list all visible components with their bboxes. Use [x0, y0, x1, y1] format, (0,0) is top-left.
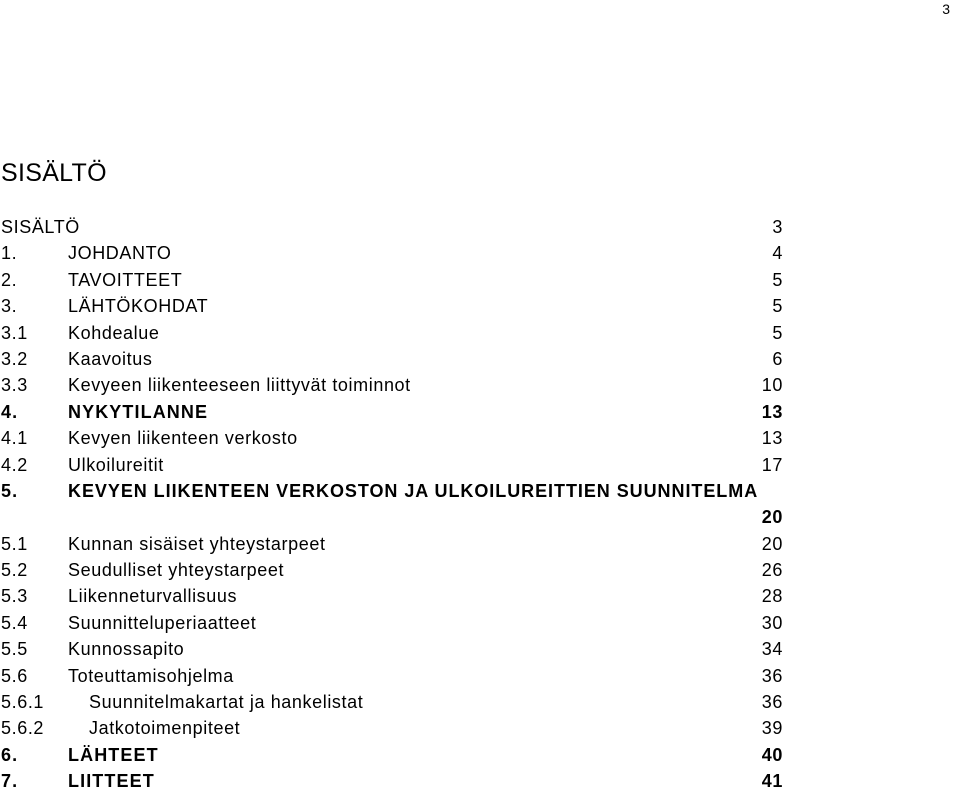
- toc-entry-title: JOHDANTO: [68, 243, 172, 264]
- toc-entry-page: 5: [772, 322, 783, 343]
- toc-entry[interactable]: [1, 452, 801, 478]
- toc-entry-title: LIITTEET: [68, 771, 155, 792]
- toc-entry-number: 4.2: [1, 454, 28, 475]
- toc-entry-page: 13: [761, 428, 783, 449]
- toc-entry-title: Kevyeen liikenteeseen liittyvät toiminnot: [68, 375, 411, 396]
- toc-entry[interactable]: [1, 346, 801, 372]
- toc-entry-title: LÄHTEET: [68, 744, 159, 765]
- toc-entry-number: 5.2: [1, 560, 28, 581]
- toc-entry-number: 5.3: [1, 586, 28, 607]
- toc-entry-title: KEVYEN LIIKENTEEN VERKOSTON JA ULKOILUREITTIEN SUUNNITELMA: [68, 480, 759, 501]
- toc-entry[interactable]: [1, 478, 801, 504]
- toc-entry-title: Ulkoilureitit: [68, 454, 164, 475]
- toc-entry-number: 5.6.2: [1, 718, 45, 739]
- toc-entry-page: 36: [761, 692, 783, 713]
- toc-entry-title: Jatkotoimenpiteet: [89, 718, 241, 739]
- toc-entry-page: 28: [761, 586, 783, 607]
- page-number: 3: [942, 1, 950, 17]
- toc-entry-title: NYKYTILANNE: [68, 401, 209, 422]
- toc-entry-page: 30: [761, 612, 783, 633]
- toc-entry-number: 5.1: [1, 533, 28, 554]
- toc-entry[interactable]: [1, 267, 801, 293]
- toc-entry-page: 13: [761, 401, 783, 422]
- toc-entry[interactable]: [1, 399, 801, 425]
- toc-entry-page: 6: [772, 348, 783, 369]
- toc-entry-title: Suunnitelmakartat ja hankelistat: [89, 692, 364, 713]
- toc-entry-number: 5.4: [1, 612, 28, 633]
- toc-entry[interactable]: [1, 610, 801, 636]
- toc-entry-number: 6.: [1, 744, 19, 765]
- toc-entry[interactable]: [1, 742, 801, 768]
- toc-entry-title: Liikenneturvallisuus: [68, 586, 238, 607]
- toc-entry[interactable]: [1, 240, 801, 266]
- toc-entry-page: 4: [772, 243, 783, 264]
- toc-entry-page: 10: [761, 375, 783, 396]
- toc-entry-page: 5: [772, 296, 783, 317]
- toc-entry[interactable]: [1, 715, 801, 741]
- toc-entry[interactable]: [1, 768, 801, 794]
- toc-entry-page: 5: [772, 269, 783, 290]
- toc-entry-page: 36: [761, 665, 783, 686]
- toc-entry-number: 3.3: [1, 375, 28, 396]
- toc-entry-number: SISÄLTÖ: [1, 217, 80, 237]
- toc-entry[interactable]: [1, 425, 801, 451]
- toc-entry[interactable]: [1, 583, 801, 609]
- toc-entry-page: 34: [761, 639, 783, 660]
- toc-entry-page: 41: [761, 771, 783, 792]
- toc-entry-number: 4.1: [1, 428, 28, 449]
- toc-entry-page: 40: [761, 744, 783, 765]
- toc-entry-title: Kevyen liikenteen verkosto: [68, 428, 298, 449]
- toc-entry-title: LÄHTÖKOHDAT: [68, 296, 209, 317]
- toc-entry[interactable]: [1, 320, 801, 346]
- toc-entry-page: 39: [761, 718, 783, 739]
- toc-entry[interactable]: [1, 214, 801, 240]
- toc-entry-page: 17: [761, 454, 783, 475]
- table-of-contents: [1, 214, 801, 795]
- toc-entry-page: 20: [761, 533, 783, 554]
- toc-entry-number: 4.: [1, 401, 19, 422]
- toc-entry-title: Kaavoitus: [68, 348, 153, 369]
- toc-entry-number: 7.: [1, 771, 19, 792]
- toc-entry-page: 3: [772, 217, 783, 237]
- toc-entry-number: 5.: [1, 480, 19, 501]
- toc-entry-number: 1.: [1, 243, 18, 264]
- toc-entry[interactable]: [1, 531, 801, 557]
- toc-entry[interactable]: [1, 689, 801, 715]
- toc-entry-title: Kunnan sisäiset yhteystarpeet: [68, 533, 326, 554]
- toc-entry-continuation: [1, 504, 801, 530]
- toc-entry[interactable]: [1, 293, 801, 319]
- page-title: SISÄLTÖ: [1, 159, 107, 187]
- toc-entry-number: 2.: [1, 269, 18, 290]
- toc-entry-page: 26: [761, 560, 783, 581]
- toc-entry[interactable]: [1, 372, 801, 398]
- toc-entry-number: 5.5: [1, 639, 28, 660]
- toc-entry-title: Suunnitteluperiaatteet: [68, 612, 257, 633]
- toc-entry-page: 20: [761, 507, 783, 528]
- toc-entry-number: 5.6: [1, 665, 28, 686]
- toc-entry-number: 3.1: [1, 322, 28, 343]
- toc-entry[interactable]: [1, 663, 801, 689]
- toc-entry-title: TAVOITTEET: [68, 269, 183, 290]
- toc-entry-number: 3.: [1, 296, 18, 317]
- toc-entry-title: Kohdealue: [68, 322, 160, 343]
- toc-entry-title: Seudulliset yhteystarpeet: [68, 560, 285, 581]
- toc-entry-number: 5.6.1: [1, 692, 45, 713]
- toc-entry-number: 3.2: [1, 348, 28, 369]
- toc-entry[interactable]: [1, 557, 801, 583]
- toc-entry-title: Toteuttamisohjelma: [68, 665, 234, 686]
- toc-entry[interactable]: [1, 636, 801, 662]
- toc-entry-title: Kunnossapito: [68, 639, 185, 660]
